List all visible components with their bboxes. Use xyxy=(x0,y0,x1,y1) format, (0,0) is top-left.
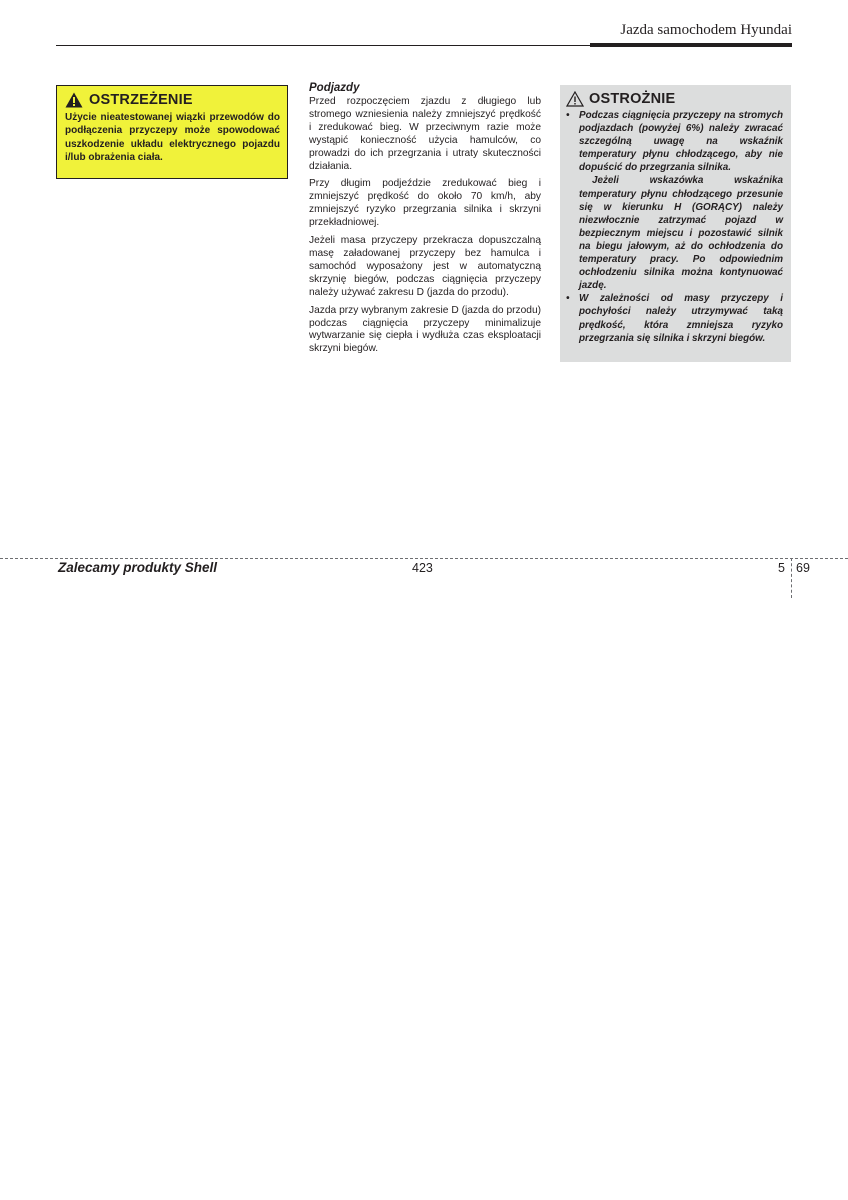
caution-triangle-icon xyxy=(566,91,584,107)
footer-brand-text: Zalecamy produkty Shell xyxy=(58,560,218,575)
caution-box xyxy=(560,85,791,362)
warning-header xyxy=(65,92,280,108)
warning-triangle-icon xyxy=(65,92,83,108)
footer-page-divider xyxy=(791,558,792,598)
caution-item-continuation: Jeżeli wskazówka wskaźnika temperatury płynu chłodzącego przesunie się w kierunku H (GORĄCY) należy niezwłocznie zatrzymać pojazd w bezpiecznym miejscu i pozostawić silnik na biegu jałowym, aż do ochłodzenia do temperatury pracy. Po odpowiednim ochłodzeniu silnika można kontynuować jazdę. xyxy=(579,175,783,292)
main-text-column xyxy=(309,82,541,361)
warning-text: Użycie nieatestowanej wiązki przewodów do podłączenia przyczepy może spowodować uszkodzenie układu elektrycznego pojazdu i/lub obrażenia ciała. xyxy=(65,112,280,164)
footer-divider xyxy=(0,558,848,559)
page-header-title: Jazda samochodem Hyundai xyxy=(620,22,792,38)
footer-center-number: 423 xyxy=(412,561,433,575)
paragraph: Jazda przy wybranym zakresie D (jazda do przodu) podczas ciągnięcia przyczepy minimalizuje wytwarzanie się ciepła i wydłuża czas eksploatacji skrzyni biegów. xyxy=(309,304,541,355)
header-rule-accent xyxy=(590,43,792,47)
caution-item-text: Podczas ciągnięcia przyczepy na stromych podjazdach (powyżej 6%) należy zwracać szczególną uwagę na wskaźnik temperatury płynu chłodzącego, aby nie dopuścić do przegrzania silnika. xyxy=(579,110,783,174)
warning-title: OSTRZEŻENIE xyxy=(89,92,193,108)
paragraph: Przed rozpoczęciem zjazdu z długiego lub stromego wzniesienia należy zmniejszyć prędkość i zredukować bieg. W przeciwnym razie może wystąpić konieczność użycia hamulców, co prowadzi do ich przegrzania i utraty skuteczności działania. xyxy=(309,96,541,172)
warning-box xyxy=(56,85,288,179)
list-item xyxy=(566,109,783,292)
list-item xyxy=(566,292,783,344)
section-title: Podjazdy xyxy=(309,82,360,94)
caution-list xyxy=(566,109,783,345)
footer-page-number: 69 xyxy=(796,561,810,575)
caution-title: OSTROŻNIE xyxy=(589,91,676,107)
bullet: • xyxy=(566,110,570,121)
caution-item-text: W zależności od masy przyczepy i pochyłości należy utrzymywać taką prędkość, która zmniejsza ryzyko przegrzania się silnika i skrzyni biegów. xyxy=(579,293,783,344)
header-rule xyxy=(56,45,590,46)
caution-header xyxy=(566,91,783,107)
bullet: • xyxy=(566,293,570,305)
paragraph: Przy długim podjeździe zredukować bieg i zmniejszyć prędkość do około 70 km/h, aby zmniejszyć ryzyko przegrzania silnika i skrzyni przekładniowej. xyxy=(309,178,541,229)
footer-chapter-number: 5 xyxy=(778,561,785,575)
paragraph: Jeżeli masa przyczepy przekracza dopuszczalną masę załadowanej przyczepy bez hamulca i samochód wyposażony jest w automatyczną skrzynię biegów, podczas ciągnięcia przyczepy należy używać zakresu D (jazda do przodu). xyxy=(309,235,541,298)
